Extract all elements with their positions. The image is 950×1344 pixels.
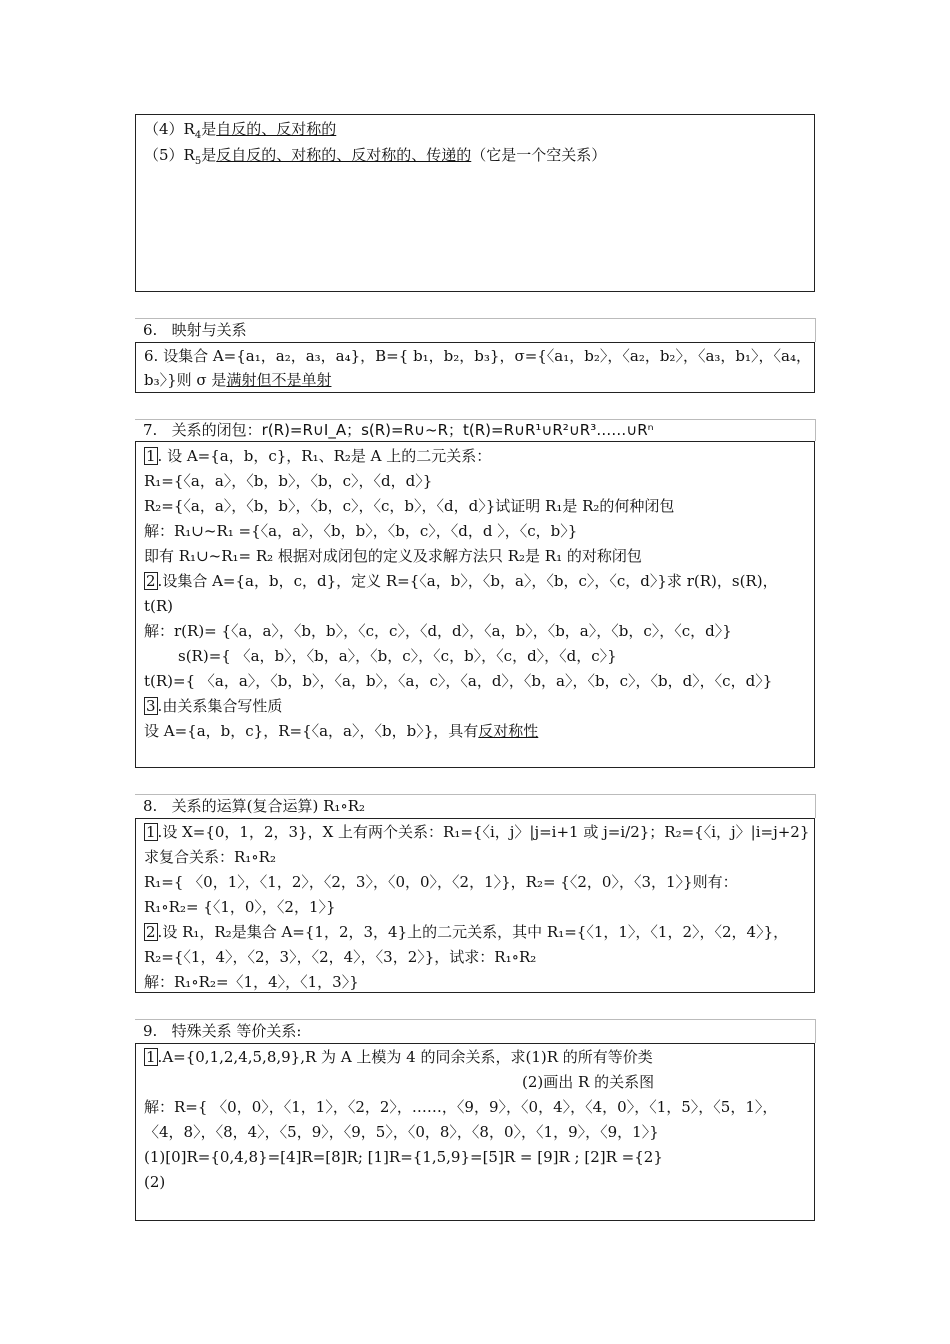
text-line: 〈4，8〉，〈8，4〉，〈5，9〉，〈9，5〉，〈0，8〉，〈8，0〉，〈1，9〉，〈9，1〉} [144, 1123, 659, 1141]
text-line: $(5)R_5$是反自反的、对称的、反对称的、传递的（它是一个空关系） [144, 146, 607, 167]
section-edge [815, 419, 816, 441]
question-number: 2 [146, 572, 156, 590]
text-line: (2)画出 R 的关系图 [522, 1073, 655, 1091]
content-box-8 [135, 818, 815, 993]
text-line: 求复合关系：R₁∘R₂ [144, 848, 276, 866]
text-line: R₁={ 〈0，1〉，〈1，2〉，〈2，3〉，〈0，0〉，〈2，1〉}，R₂= {〈2，0〉，〈3，1〉}则有： [144, 873, 738, 891]
question-2: 2 .设 R₁，R₂是集合 A={1，2，3，4}上的二元关系，其中 R₁={〈1，1〉，〈1，2〉，〈2，4〉}， [146, 923, 789, 941]
text-line: 解：R₁∪~R₁ ={〈a，a〉，〈b，b〉，〈b，c〉，〈d，d 〉，〈c，b〉} [144, 522, 578, 540]
question-2: 2 .设集合 A={a，b，c，d}，定义 R={〈a，b〉，〈b，a〉，〈b，c〉，〈c，d〉}求 r(R)，s(R)， [146, 572, 778, 590]
question-number: 1 [146, 823, 156, 841]
text-line: R₁∘R₂= {〈1，0〉，〈2，1〉} [144, 898, 336, 916]
section-6-header: 6. 映射与关系 [143, 321, 247, 339]
text-line: R₁={〈a，a〉，〈b，b〉，〈b，c〉，〈d，d〉} [144, 472, 433, 490]
section-8-header: 8. 关系的运算(复合运算) R₁∘R₂ [143, 797, 366, 815]
section-edge [815, 794, 816, 818]
text-line: t(R)={ 〈a，a〉，〈b，b〉，〈a，b〉，〈a，c〉，〈a，d〉，〈b，a〉，〈b，c〉，〈b，d〉，〈c，d〉} [144, 672, 773, 690]
section-rule [135, 1019, 815, 1020]
text-line: 解：r(R)= {〈a，a〉，〈b，b〉，〈c，c〉，〈d，d〉，〈a，b〉，〈b，a〉，〈b，c〉，〈c，d〉} [144, 622, 732, 640]
question-1: 1 . 设 A={a，b，c}，R₁、R₂是 A 上的二元关系： [146, 447, 492, 465]
text-line: $(4)R_4$是自反的、反对称的 [144, 120, 337, 141]
question-1: 1 .A={0,1,2,4,5,8,9},R 为 A 上模为 4 的同余关系，求(1)R 的所有等价类 [146, 1048, 653, 1066]
content-box-6 [135, 342, 815, 393]
text-line: R₂={〈1，4〉，〈2，3〉，〈2，4〉，〈3，2〉}，试求：R₁∘R₂ [144, 948, 537, 966]
question-1: 1 .设 X={0，1，2，3}，X 上有两个关系：R₁={〈i，j〉|j=i+1 或 j=i/2}；R₂={〈i，j〉|i=j+2} [146, 823, 810, 841]
text-line: 解：R₁∘R₂=〈1，4〉，〈1，3〉} [144, 973, 359, 991]
text-line: (1)[0]R={0,4,8}=[4]R=[8]R; [1]R={1,5,9}=[5]R = [9]R ; [2]R ={2} [144, 1148, 663, 1166]
section-edge [815, 318, 816, 342]
question-number: 2 [146, 923, 156, 941]
section-rule [135, 794, 815, 795]
text-line: 即有 R₁∪~R₁= R₂ 根据对成闭包的定义及求解方法只 R₂是 R₁ 的对称闭包 [144, 547, 642, 565]
content-box-1 [135, 114, 815, 292]
question-3: 3 .由关系集合写性质 [146, 697, 283, 715]
section-edge [815, 1019, 816, 1043]
section-9-header: 9. 特殊关系 等价关系: [143, 1022, 302, 1040]
section-7-header: 7. 关系的闭包：r(R)=R∪I_A；s(R)=R∪~R；t(R)=R∪R¹∪R²∪R³……∪Rⁿ [143, 421, 654, 439]
text-line: 设 A={a，b，c}，R={〈a，a〉，〈b，b〉}，具有反对称性 [144, 722, 539, 740]
text-line: b₃〉}则 σ 是满射但不是单射 [144, 371, 332, 389]
text-line: 解：R={ 〈0，0〉，〈1，1〉，〈2，2〉，……，〈9，9〉，〈0，4〉，〈4，0〉，〈1，5〉，〈5，1〉， [144, 1098, 778, 1116]
text-line: s(R)={ 〈a，b〉，〈b，a〉，〈b，c〉，〈c，b〉，〈c，d〉，〈d，c〉} [178, 647, 617, 665]
question-number: 3 [146, 697, 156, 715]
question-number: 1 [146, 1048, 156, 1066]
text-line: R₂={〈a，a〉，〈b，b〉，〈b，c〉，〈c，b〉，〈d，d〉}试证明 R₁是 R₂的何种闭包 [144, 497, 675, 515]
section-rule [135, 318, 815, 319]
text-line: (2) [144, 1173, 166, 1191]
content-box-7 [135, 441, 815, 768]
question-number: 1 [146, 447, 156, 465]
content-box-9 [135, 1043, 815, 1221]
text-line: 6. 设集合 A={a₁，a₂，a₃，a₄}，B={ b₁，b₂，b₃}，σ={〈a₁，b₂〉，〈a₂，b₂〉，〈a₃，b₁〉，〈a₄， [144, 347, 811, 365]
text-line: t(R) [144, 597, 174, 615]
